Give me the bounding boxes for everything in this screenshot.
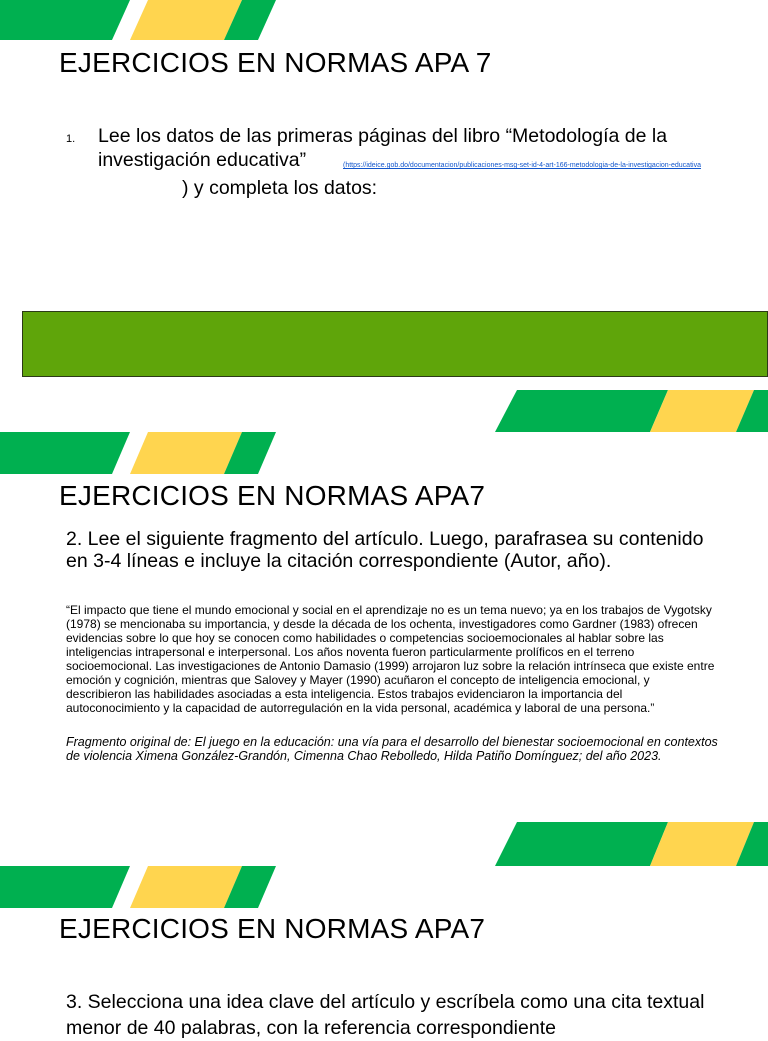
- green-stripe-bottom-left: [495, 822, 668, 866]
- exercise-1-text-b: ) y completa los datos:: [182, 177, 378, 199]
- yellow-stripe-top-left: [130, 0, 242, 40]
- slide-3: [0, 866, 768, 1039]
- green-answer-box: [22, 311, 768, 377]
- yellow-stripe-top-left: [130, 866, 242, 908]
- slide-3-title: EJERCICIOS EN NORMAS APA7: [59, 913, 486, 944]
- yellow-stripe-bottom: [650, 390, 754, 432]
- slide-1: [0, 0, 768, 425]
- green-stripe-top-left: [0, 866, 130, 908]
- green-stripe-bottom-left: [495, 390, 668, 432]
- item-number: 1.: [66, 133, 76, 145]
- slide-1-title: EJERCICIOS EN NORMAS APA 7: [59, 47, 492, 78]
- fragment-source: Fragmento original de: El juego en la educación: una vía para el desarrollo del bienestar socioemocional en contextos de violencia Ximena González-Grandón, Cimenna Chao Rebolledo, Hilda Patiño Domínguez; del año 2023.: [66, 735, 718, 763]
- article-fragment: “El impacto que tiene el mundo emocional y social en el aprendizaje no es un tema nuevo; ya en los trabajos de Vygotsky (1978) se mencionaba su importancia, y desde la década de los ochenta, investigadores como Gardner (1983) ofrecen evidencias sobre lo que hoy se conocen como habilidades o competencias socioemocionales al hablar sobre las inteligencias intrapersonal e interpersonal. Los años noventa fueron particularmente prolíficos en el terreno socioemocional. Las investigaciones de Antonio Damasio (1999) arrojaron luz sobre la relación intrínseca que existe entre emoción y cognición, mientras que Salovey y Mayer (1990) acuñaron el concepto de inteligencia emocional, y describieron las habilidades asociadas a esta inteligencia. Estos trabajos evidenciaron la importancia del autoconocimiento y la capacidad de autorregulación en la vida personal, académica y laboral de una persona.”: [66, 603, 715, 715]
- exercise-3-prompt: 3. Selecciona una idea clave del artículo y escríbela como una cita textual menor de 40 palabras, con la referencia correspondiente: [66, 991, 705, 1039]
- book-link[interactable]: (https://ideice.gob.do/documentacion/publicaciones-msg-set-id-4-art-166-metodologia-de-la-investigacion-educativa: [343, 162, 701, 169]
- green-stripe-top-left: [0, 0, 130, 40]
- slide-2-title: EJERCICIOS EN NORMAS APA7: [59, 480, 486, 511]
- yellow-stripe-top-left: [130, 432, 242, 474]
- exercise-1-text-a: Lee los datos de las primeras páginas del libro “Metodología de la investigación educativa”: [98, 125, 668, 171]
- exercise-2-prompt: 2. Lee el siguiente fragmento del artículo. Luego, parafrasea su contenido en 3-4 líneas e incluye la citación correspondiente (Autor, año).: [66, 528, 704, 572]
- green-stripe-top-left: [0, 432, 130, 474]
- yellow-stripe-bottom: [650, 822, 754, 866]
- slide-2: [0, 432, 768, 856]
